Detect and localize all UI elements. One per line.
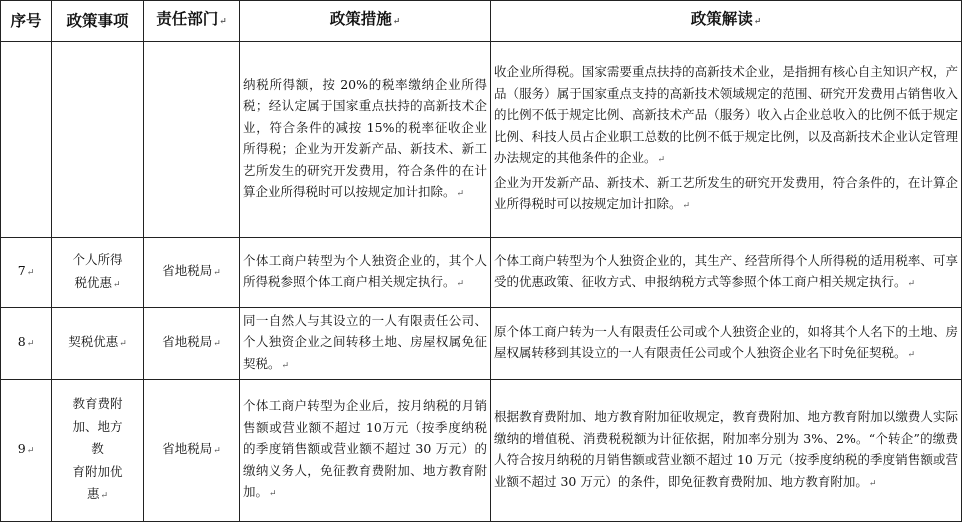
header-seq: 序号 — [1, 1, 52, 42]
table-row — [1, 238, 962, 308]
row-measure: 同一自然人与其设立的一人有限责任公司、个人独资企业之间转移土地、房屋权属免征契税。↵ — [240, 308, 491, 380]
row-interpretation: 收企业所得税。国家需要重点扶持的高新技术企业，是指拥有核心自主知识产权，产品（服务）属于国家重点支持的高新技术领域规定的范围、研究开发费用占销售收入的比例不低于规定比例、高新技术产品（服务）收入占企业总收入的比例不低于规定比例、科技人员占企业职工总数的比例不低于规定比例，以及高新技术企业认定管理办法规定的其他条件的企业。↵ 企业为开发新产品、新技术、新工艺所发生的研究开发费用，符合条件的，在计算企业所得税时可以按规定加计扣除。↵ — [491, 42, 962, 238]
header-department: 责任部门↵ — [144, 1, 240, 42]
header-measure: 政策措施↵ — [240, 1, 491, 42]
row-dept: 省地税局↵ — [144, 308, 240, 380]
row-item: 契税优惠↵ — [52, 308, 144, 380]
row-dept: 省地税局↵ — [144, 238, 240, 308]
row-seq: 9↵ — [1, 380, 52, 522]
table-row — [1, 380, 962, 522]
row-seq: 7↵ — [1, 238, 52, 308]
row-dept: 省地税局↵ — [144, 380, 240, 522]
header-row — [1, 1, 962, 42]
row-interpretation: 个体工商户转型为个人独资企业的，其生产、经营所得个人所得税的适用税率、可享受的优惠政策、征收方式、申报纳税方式等参照个体工商户相关规定执行。↵ — [491, 238, 962, 308]
row-measure: 个体工商户转型为个人独资企业的，其个人所得税参照个体工商户相关规定执行。↵ — [240, 238, 491, 308]
header-interpretation: 政策解读↵ — [491, 1, 962, 42]
row-dept — [144, 42, 240, 238]
row-item: 教育费附 加、地方教 育附加优 惠↵ — [52, 380, 144, 522]
row-seq: 8↵ — [1, 308, 52, 380]
row-item — [52, 42, 144, 238]
header-policy-item: 政策事项 — [52, 1, 144, 42]
table-row — [1, 308, 962, 380]
row-interpretation: 根据教育费附加、地方教育附加征收规定，教育费附加、地方教育附加以缴费人实际缴纳的增值税、消费税税额为计征依据，附加率分别为 3%、2%。“个转企”的缴费人符合按月纳税的月销售额或营业额不超过 10 万元（按季度纳税的季度销售额或营业额不超过 30 万元）的条件，即免征教育费附加、地方教育附加。↵ — [491, 380, 962, 522]
row-item: 个人所得 税优惠↵ — [52, 238, 144, 308]
row-seq — [1, 42, 52, 238]
row-measure: 纳税所得额，按 20%的税率缴纳企业所得税；经认定属于国家重点扶持的高新技术企业，符合条件的减按 15%的税率征收企业所得税；企业为开发新产品、新技术、新工艺所发生的研究开发费用，符合条件的在计算企业所得税时可以按规定加计扣除。↵ — [240, 42, 491, 238]
row-measure: 个体工商户转型为企业后，按月纳税的月销售额或营业额不超过 10万元（按季度纳税的季度销售额或营业额不超过 30 万元）的缴纳义务人，免征教育费附加、地方教育附加。↵ — [240, 380, 491, 522]
row-interpretation: 原个体工商户转为一人有限责任公司或个人独资企业的，如将其个人名下的土地、房屋权属转移到其设立的一人有限责任公司或个人独资企业名下时免征契税。↵ — [491, 308, 962, 380]
table-row — [1, 42, 962, 238]
